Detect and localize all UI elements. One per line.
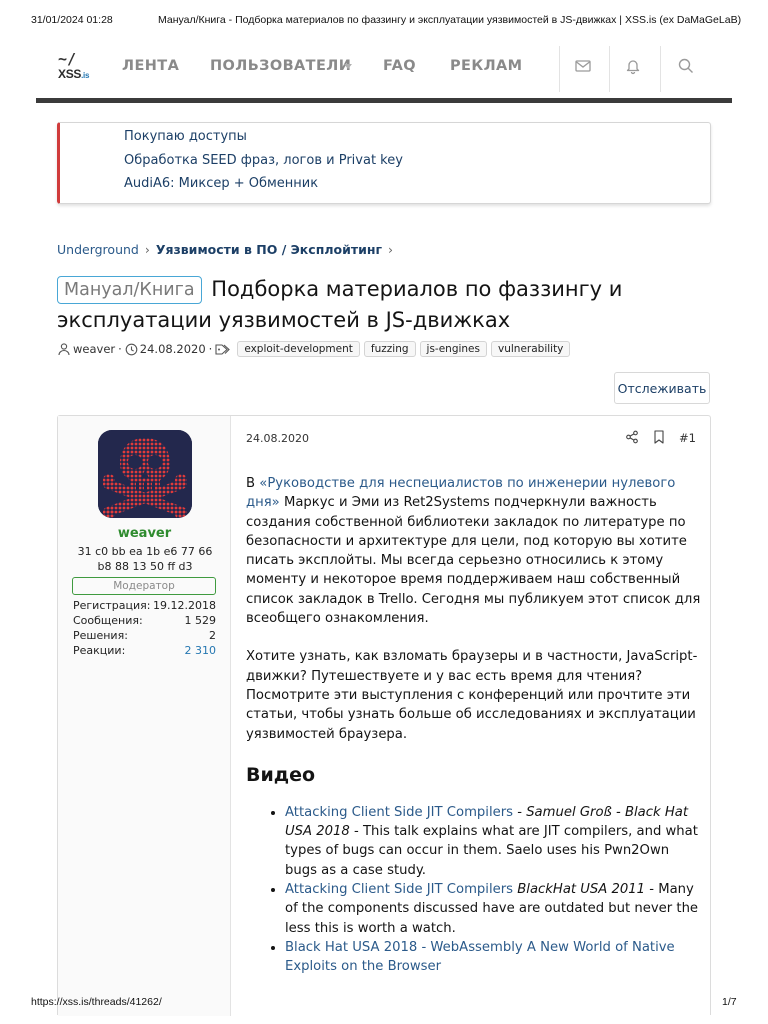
- post-message: [57, 415, 711, 1015]
- list-item: [285, 938, 702, 977]
- print-datetime: 31/01/2024 01:28: [31, 14, 113, 26]
- post-date[interactable]: 24.08.2020: [246, 432, 309, 445]
- thread-meta: [57, 339, 570, 359]
- user-stat-row: [73, 599, 216, 614]
- print-url: https://xss.is/threads/41262/: [31, 996, 162, 1008]
- tag-chip[interactable]: fuzzing: [364, 341, 416, 357]
- guide-link[interactable]: «Руководстве для неспециалистов по инженерии нулевого дня»: [246, 476, 676, 511]
- print-title: Мануал/Книга - Подборка материалов по фаззингу и эксплуатации уязвимостей в JS-движках | XSS.is (ex DaMaGeLaB): [158, 14, 742, 26]
- post-paragraph: Хотите узнать, как взломать браузеры и в частности, JavaScript-движки? Путешествуете и у вас есть время для чтения? Посмотрите эти выступления с конференций или прочтите эти статьи, чтобы узнать больше об исследованиях и эксплуатации уязвимостей браузера.: [246, 649, 698, 742]
- post-user-column: [58, 416, 231, 1016]
- notice-banner: [57, 122, 711, 204]
- thread-prefix-badge[interactable]: Мануал/Книга: [57, 276, 202, 304]
- chevron-down-icon[interactable]: [344, 64, 352, 69]
- user-reactions-link[interactable]: 2 310: [184, 644, 216, 657]
- user-stats: [73, 599, 216, 659]
- post-actions: [625, 429, 696, 447]
- post-number-link[interactable]: #1: [679, 431, 696, 445]
- video-list: [246, 803, 702, 977]
- avatar[interactable]: [98, 430, 192, 518]
- user-stat-value: 2: [209, 629, 216, 642]
- user-stat-row: [73, 614, 216, 629]
- logo-xss: XSS: [58, 67, 82, 81]
- video-link[interactable]: Attacking Client Side JIT Compilers: [285, 804, 514, 820]
- user-stat-value: 1 529: [184, 614, 216, 627]
- breadcrumb-separator: ›: [388, 242, 394, 257]
- tag-chip[interactable]: js-engines: [420, 341, 487, 357]
- user-stat-label: Сообщения:: [73, 614, 143, 627]
- mail-icon[interactable]: [573, 56, 593, 76]
- clock-icon: [125, 343, 138, 356]
- user-stat-label: Реакции:: [73, 644, 126, 657]
- logo-tilde: ~/: [58, 50, 77, 68]
- user-icon: [57, 342, 71, 356]
- user-stat-row: [73, 629, 216, 644]
- thread-title-text: Подборка материалов по фаззингу и эксплуатации уязвимостей в JS-движках: [57, 277, 623, 332]
- list-item: [285, 880, 702, 938]
- nav-item-faq[interactable]: FAQ: [383, 58, 416, 74]
- list-item: [285, 803, 702, 880]
- post-paragraph: [246, 474, 702, 628]
- share-icon[interactable]: [625, 430, 639, 447]
- video-link[interactable]: Black Hat USA 2018 - WebAssembly A New World of Native Exploits on the Browser: [285, 939, 675, 975]
- bookmark-icon[interactable]: [653, 430, 665, 447]
- post-body: [246, 474, 702, 977]
- nav-underline-bar: [36, 98, 732, 103]
- notice-link[interactable]: Обработка SEED фраз, логов и Privat key: [124, 153, 403, 168]
- notice-link[interactable]: AudiA6: Миксер + Обменник: [124, 176, 319, 191]
- breadcrumb-separator: ›: [144, 242, 150, 257]
- video-link[interactable]: Attacking Client Side JIT Compilers: [285, 882, 514, 898]
- print-page-number: 1/7: [722, 996, 737, 1008]
- meta-separator: ·: [118, 342, 122, 356]
- site-logo[interactable]: [56, 50, 92, 84]
- post-text: -: [513, 804, 527, 820]
- user-stat-label: Регистрация:: [73, 599, 151, 612]
- nav-item-ads[interactable]: РЕКЛАМ: [450, 58, 523, 74]
- logo-suffix: .is: [81, 71, 90, 80]
- video-source: BlackHat USA 2011: [517, 882, 646, 898]
- search-icon[interactable]: [676, 56, 696, 76]
- user-title: 31 c0 bb ea 1b e6 77 66 b8 88 13 50 ff d3: [77, 545, 213, 573]
- top-nav: [36, 38, 732, 100]
- thread-author[interactable]: weaver: [73, 342, 116, 356]
- breadcrumb-item-underground[interactable]: Underground: [57, 242, 139, 257]
- post-text: Маркус и Эми из Ret2Systems подчеркнули важность создания собственной библиотеки закладок по литературе по безопасности и архитектуре для цели, под которую вы хотите писать эксплойты. Мы всегда серьезно относились к этому моменту и некоторое время поддерживаем наш собственный список закладок в Trello. Сегодня мы публикуем этот список для всеобщего ознакомления.: [246, 495, 701, 627]
- watch-button[interactable]: Отслеживать: [614, 372, 710, 404]
- video-description: - Many of the components discussed have are outdated but never the less this is worth a watch.: [285, 882, 699, 936]
- breadcrumb: [57, 242, 399, 260]
- nav-item-feed[interactable]: ЛЕНТА: [122, 58, 180, 74]
- meta-separator: ·: [208, 342, 213, 356]
- nav-divider: [559, 46, 560, 92]
- user-stat-label: Решения:: [73, 629, 128, 642]
- bell-icon[interactable]: [623, 56, 643, 76]
- notice-link[interactable]: Покупаю доступы: [124, 129, 247, 144]
- tag-chip[interactable]: exploit-development: [237, 341, 360, 357]
- print-header: [0, 14, 768, 28]
- user-role-badge: Модератор: [72, 577, 216, 595]
- nav-divider: [660, 46, 661, 92]
- thread-date[interactable]: 24.08.2020: [139, 342, 206, 356]
- tag-chip[interactable]: vulnerability: [491, 341, 570, 357]
- video-description: - This talk explains what are JIT compilers, and what types of bugs can occur in them. Saelo uses his Pwn2Own bugs as a case study.: [285, 824, 698, 878]
- print-footer: [0, 996, 768, 1010]
- nav-item-users[interactable]: ПОЛЬЗОВАТЕЛИ: [210, 58, 352, 74]
- post-text: В: [246, 476, 260, 491]
- post-username[interactable]: weaver: [117, 526, 172, 541]
- user-stat-value: 19.12.2018: [153, 599, 216, 612]
- tags-icon: [215, 343, 233, 356]
- logo-text: [58, 67, 89, 81]
- user-stat-row: [73, 644, 216, 659]
- nav-divider: [609, 46, 610, 92]
- video-source: Samuel Groß - Black Hat USA 2018: [285, 804, 689, 840]
- page-title: [57, 274, 717, 336]
- section-heading: Видео: [246, 763, 316, 786]
- breadcrumb-item-exploiting[interactable]: Уязвимости в ПО / Эксплойтинг: [155, 242, 383, 257]
